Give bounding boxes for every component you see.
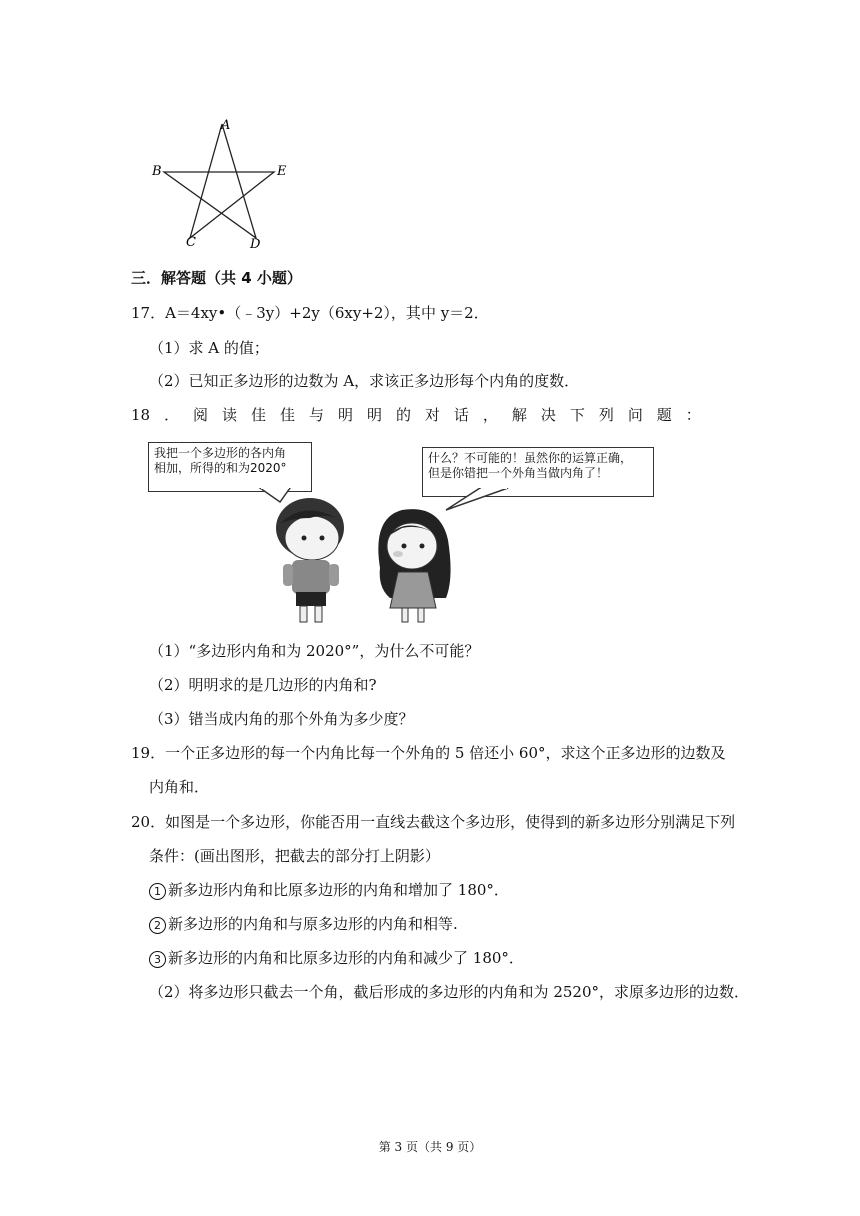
q18-stem-char: ： xyxy=(685,406,701,424)
label-d: D xyxy=(250,237,261,252)
q18-stem-char: ， xyxy=(482,406,498,424)
q18-stem-char: ． xyxy=(164,406,180,424)
q18-stem-char: 的 xyxy=(395,406,411,424)
q20-item2-text: 新多边形的内角和与原多边形的内角和相等. xyxy=(168,915,458,933)
q18-stem-char: 对 xyxy=(424,406,440,424)
bubble-boy-line1: 我把一个多边形的各内角 xyxy=(154,446,287,460)
comic-characters xyxy=(140,488,660,628)
q18-stem-char: 佳 xyxy=(280,406,296,424)
star-lines xyxy=(164,124,274,238)
label-a: A xyxy=(221,118,231,133)
q18-stem-char: 题 xyxy=(656,406,672,424)
q20-item3-text: 新多边形的内角和比原多边形的内角和减少了 180°． xyxy=(168,949,524,967)
q18-sub3: （3）错当成内角的那个外角为多少度？ xyxy=(149,710,414,728)
q18-stem-char: 明 xyxy=(366,406,382,424)
q18-stem-char: 话 xyxy=(453,406,469,424)
circled-number: 2 xyxy=(149,917,166,934)
q18-stem-char: 阅 xyxy=(193,406,209,424)
boy-icon xyxy=(276,498,344,622)
circled-number: 3 xyxy=(149,951,166,968)
q20-item1 xyxy=(149,880,509,900)
girl-icon xyxy=(378,509,450,622)
q17-sub2: （2）已知正多边形的边数为 A，求该正多边形每个内角的度数． xyxy=(149,372,580,390)
q18-stem-char: 问 xyxy=(627,406,643,424)
q19-line2: 内角和． xyxy=(149,778,210,796)
q18-stem-char: 读 xyxy=(222,406,238,424)
q18-stem-char: 明 xyxy=(337,406,353,424)
q18-stem-char: 佳 xyxy=(251,406,267,424)
q18-stem-char: 下 xyxy=(569,406,585,424)
q18-stem xyxy=(131,405,701,425)
q18-stem-char: 18 xyxy=(131,406,151,424)
bubble-girl-line2: 但是你错把一个外角当做内角了！ xyxy=(428,466,609,480)
bubble-boy-line2: 相加，所得的和为2020° xyxy=(154,461,287,475)
q18-sub1: （1）“多边形内角和为 2020°”，为什么不可能？ xyxy=(149,642,480,660)
q18-stem-char: 与 xyxy=(308,406,324,424)
q20-item2 xyxy=(149,914,458,934)
q17-stem: 17．A＝4xy•（﹣3y）+2y（6xy+2），其中 y＝2． xyxy=(131,304,489,322)
label-e: E xyxy=(277,164,287,179)
label-b: B xyxy=(152,164,162,179)
q17-sub1: （1）求 A 的值； xyxy=(149,339,269,357)
q18-stem-char: 决 xyxy=(540,406,556,424)
q20-item1-text: 新多边形内角和比原多边形的内角和增加了 180°． xyxy=(168,881,509,899)
q18-stem-char: 列 xyxy=(598,406,614,424)
q20-line2: 条件：(画出图形，把截去的部分打上阴影） xyxy=(149,847,440,865)
bubble-girl-line1: 什么？不可能的！虽然你的运算正确， xyxy=(428,451,633,465)
speech-bubble-boy xyxy=(148,442,312,492)
q20-item3 xyxy=(149,948,524,968)
label-c: C xyxy=(186,235,196,250)
page-footer: 第 3 页（共 9 页） xyxy=(378,1140,482,1154)
q19-line1: 19．一个正多边形的每一个内角比每一个外角的 5 倍还小 60°，求这个正多边形的边数及 xyxy=(131,744,726,762)
section-title: 三．解答题（共 4 小题） xyxy=(131,269,302,287)
q18-stem-char: 解 xyxy=(511,406,527,424)
star-figure xyxy=(140,112,300,252)
q20-part2: （2）将多边形只截去一个角，截后形成的多边形的内角和为 2520°，求原多边形的边数． xyxy=(149,983,749,1001)
circled-number: 1 xyxy=(149,883,166,900)
q18-sub2: （2）明明求的是几边形的内角和? xyxy=(149,676,377,694)
q20-line1: 20．如图是一个多边形，你能否用一直线去截这个多边形，使得到的新多边形分别满足下列 xyxy=(131,813,736,831)
